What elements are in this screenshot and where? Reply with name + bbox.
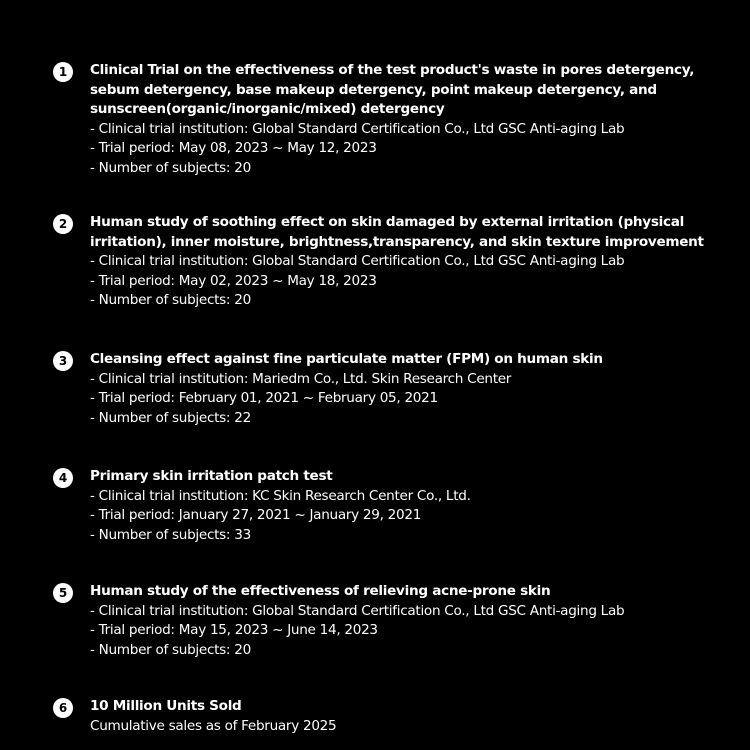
claim-content: [90, 582, 730, 660]
claim-institution: - Clinical trial institution: Global Standard Certification Co., Ltd GSC Anti-aging Lab: [90, 253, 625, 269]
claim-title-line: Human study of soothing effect on skin damaged by external irritation (physical: [90, 214, 684, 230]
claim-title-line: Clinical Trial on the effectiveness of the test product's waste in pores detergency,: [90, 62, 695, 78]
claim-title-line: 10 Million Units Sold: [90, 698, 242, 714]
claim-title-line: sebum detergency, base makeup detergency, point makeup detergency, and: [90, 81, 657, 98]
claim-subjects: - Number of subjects: 20: [90, 292, 251, 308]
claim-sales-note: Cumulative sales as of February 2025: [90, 717, 337, 734]
claim-institution: - Clinical trial institution: KC Skin Research Center Co., Ltd.: [90, 487, 471, 504]
claim-title-line: sunscreen(organic/inorganic/mixed) detergency: [90, 101, 445, 117]
claim-title-line: Cleansing effect against fine particulate matter (FPM) on human skin: [90, 351, 603, 367]
claim-content: [90, 467, 730, 545]
claim-period: - Trial period: January 27, 2021 ~ January 29, 2021: [90, 507, 422, 523]
number-badge: 1: [53, 62, 73, 82]
claim-content: [90, 61, 730, 178]
claim-institution: - Clinical trial institution: Global Standard Certification Co., Ltd GSC Anti-aging Lab: [90, 120, 625, 137]
claim-title-line: irritation), inner moisture, brightness,transparency, and skin texture improvement: [90, 233, 704, 250]
claim-period: - Trial period: May 15, 2023 ~ June 14, 2023: [90, 622, 378, 638]
number-badge: 2: [53, 214, 73, 234]
claim-period: - Trial period: May 02, 2023 ~ May 18, 2023: [90, 272, 377, 289]
claim-period: - Trial period: February 01, 2021 ~ February 05, 2021: [90, 390, 438, 406]
claim-period: - Trial period: May 08, 2023 ~ May 12, 2023: [90, 140, 377, 156]
number-badge: 4: [53, 468, 73, 488]
claim-content: [90, 213, 730, 311]
number-badge: 3: [53, 351, 73, 371]
claim-subjects: - Number of subjects: 22: [90, 409, 251, 426]
claim-institution: - Clinical trial institution: Global Standard Certification Co., Ltd GSC Anti-aging Lab: [90, 602, 625, 619]
claim-subjects: - Number of subjects: 20: [90, 641, 251, 658]
claim-title-line: Primary skin irritation patch test: [90, 468, 333, 484]
claim-subjects: - Number of subjects: 20: [90, 159, 251, 176]
claim-subjects: - Number of subjects: 33: [90, 526, 251, 543]
number-badge: 6: [53, 698, 73, 718]
claim-institution: - Clinical trial institution: Mariedm Co., Ltd. Skin Research Center: [90, 370, 512, 387]
number-badge: 5: [53, 583, 73, 603]
claim-title-line: Human study of the effectiveness of relieving acne-prone skin: [90, 583, 551, 599]
claim-content: [90, 350, 730, 428]
claim-content: [90, 697, 730, 736]
